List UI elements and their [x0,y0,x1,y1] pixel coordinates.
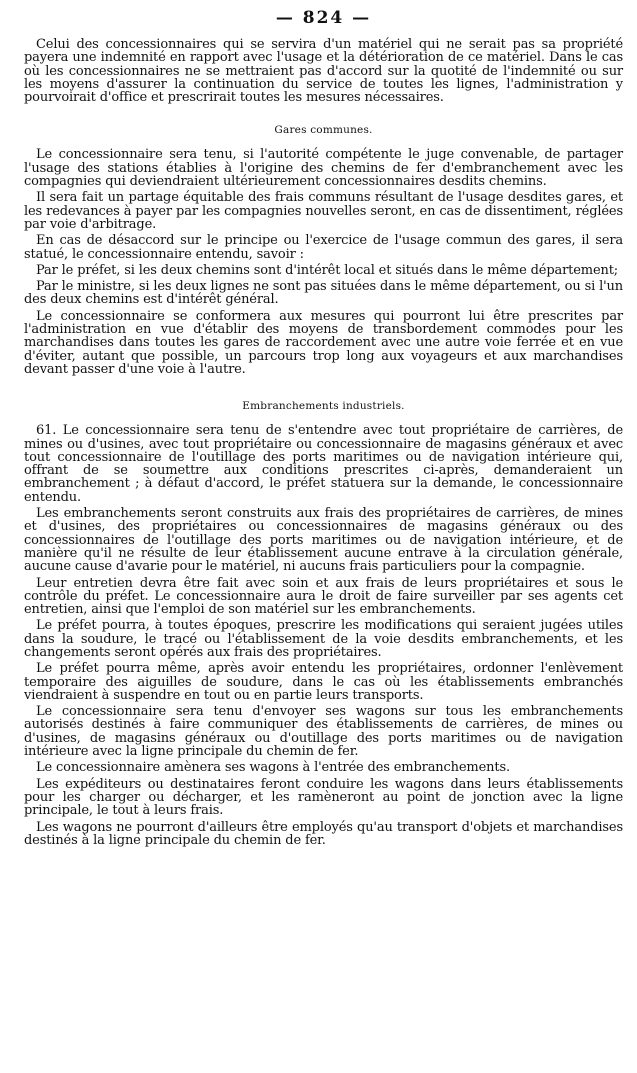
paragraph: Les embranchements seront construits aux frais des propriétaires de carrières, de mines et d'usines, des propriétaires ou concessionnaires de magasins généraux ou des concessionnaires de l'outillage des ports maritimes ou de navigation intérieure, et de manière qu'il ne résulte de leur établissement aucune entrave à la circulation générale, aucune cause d'avarie pour le matériel, ni aucuns frais particuliers pour la compagnie. [24,506,623,575]
paragraph: Le préfet pourra même, après avoir entendu les propriétaires, ordonner l'enlèvement temporaire des aiguilles de soudure, dans le cas où les établissements embranchés viendraient à suspendre en tout ou en partie leurs transports. [24,661,623,703]
paragraph: En cas de désaccord sur le principe ou l'exercice de l'usage commun des gares, il sera statué, le concessionnaire entendu, savoir : [24,233,623,262]
paragraph: Le concessionnaire se conformera aux mesures qui pourront lui être prescrites par l'administration en vue d'établir des moyens de transbordement commodes pour les marchandises dans toutes les gares de raccordement avec une autre voie ferrée et en vue d'éviter, autant que possible, un parcours trop long aux voyageurs et aux marchandises devant passer d'une voie à l'autre. [24,308,623,377]
page-number: — 824 — [275,8,372,28]
paragraph: Les expéditeurs ou destinataires feront conduire les wagons dans leurs établissements pour les charger ou décharger, et les ramèneront au point de jonction avec la ligne principale, le tout à leurs frais. [24,776,623,819]
section-heading-gares-communes: Gares communes. [274,124,373,137]
paragraph: Le concessionnaire sera tenu, si l'autorité compétente le juge convenable, de partager l'usage des stations établies à l'origine des chemins de fer d'embranchement avec les compagnies qui deviendraient ultérieurement concessionnaires desdits chemins. [24,147,623,190]
paragraph: Par le préfet, si les deux chemins sont d'intérêt local et situés dans le même département; [36,262,619,278]
intro-paragraph: Celui des concessionnaires qui se servira d'un matériel qui ne serait pas sa propriété payera une indemnité en rapport avec l'usage et la détérioration de ce matériel. Dans le cas où les concessionnaires ne se mettraient pas d'accord sur la quotité de l'indemnité ou sur les moyens d'assurer la continuation du service de toutes les lignes, l'administration y pourvoirait d'office et prescrirait toutes les mesures nécessaires. [24,37,623,106]
paragraph: Le préfet pourra, à toutes époques, prescrire les modifications qui seraient jugées utiles dans la soudure, le tracé ou l'établissement de la voie desdits embranchements, et les changements seront opérés aux frais des propriétaires. [24,618,623,660]
paragraph: Il sera fait un partage équitable des frais communs résultant de l'usage desdites gares, et les redevances à payer par les compagnies nouvelles seront, en cas de dissentiment, réglées par voie d'arbitrage. [24,190,623,232]
paragraph: Les wagons ne pourront d'ailleurs être employés qu'au transport d'objets et marchandises destinés à la ligne principale du chemin de fer. [24,819,623,848]
paragraph: Le concessionnaire sera tenu d'envoyer ses wagons sur tous les embranchements autorisés destinés à faire communiquer des établissements de carrières, de mines ou d'usines, de magasins généraux ou d'outillage des ports maritimes ou de navigation intérieure avec la ligne principale du chemin de fer. [24,704,623,760]
paragraph: Le concessionnaire amènera ses wagons à l'entrée des embranchements. [36,760,510,776]
paragraph: Par le ministre, si les deux lignes ne sont pas situées dans le même département, ou si l'un des deux chemins est d'intérêt général. [24,279,623,308]
section-heading-embranchements-industriels: Embranchements industriels. [242,400,405,413]
paragraph: 61. Le concessionnaire sera tenu de s'entendre avec tout propriétaire de carrières, de mines ou d'usines, avec tout propriétaire ou concessionnaire de magasins généraux et avec tout concessionnaire de l'outillage des ports maritimes ou de navigation intérieure qui, offrant de se soumettre aux conditions prescrites ci-après, demanderaient un embranchement ; à défaut d'accord, le préfet statuera sur la demande, le concessionnaire entendu. [24,423,623,505]
paragraph: Leur entretien devra être fait avec soin et aux frais de leurs propriétaires et sous le contrôle du préfet. Le concessionnaire aura le droit de faire surveiller par ses agents cet entretien, ainsi que l'emploi de son matériel sur les embranchements. [24,575,623,618]
